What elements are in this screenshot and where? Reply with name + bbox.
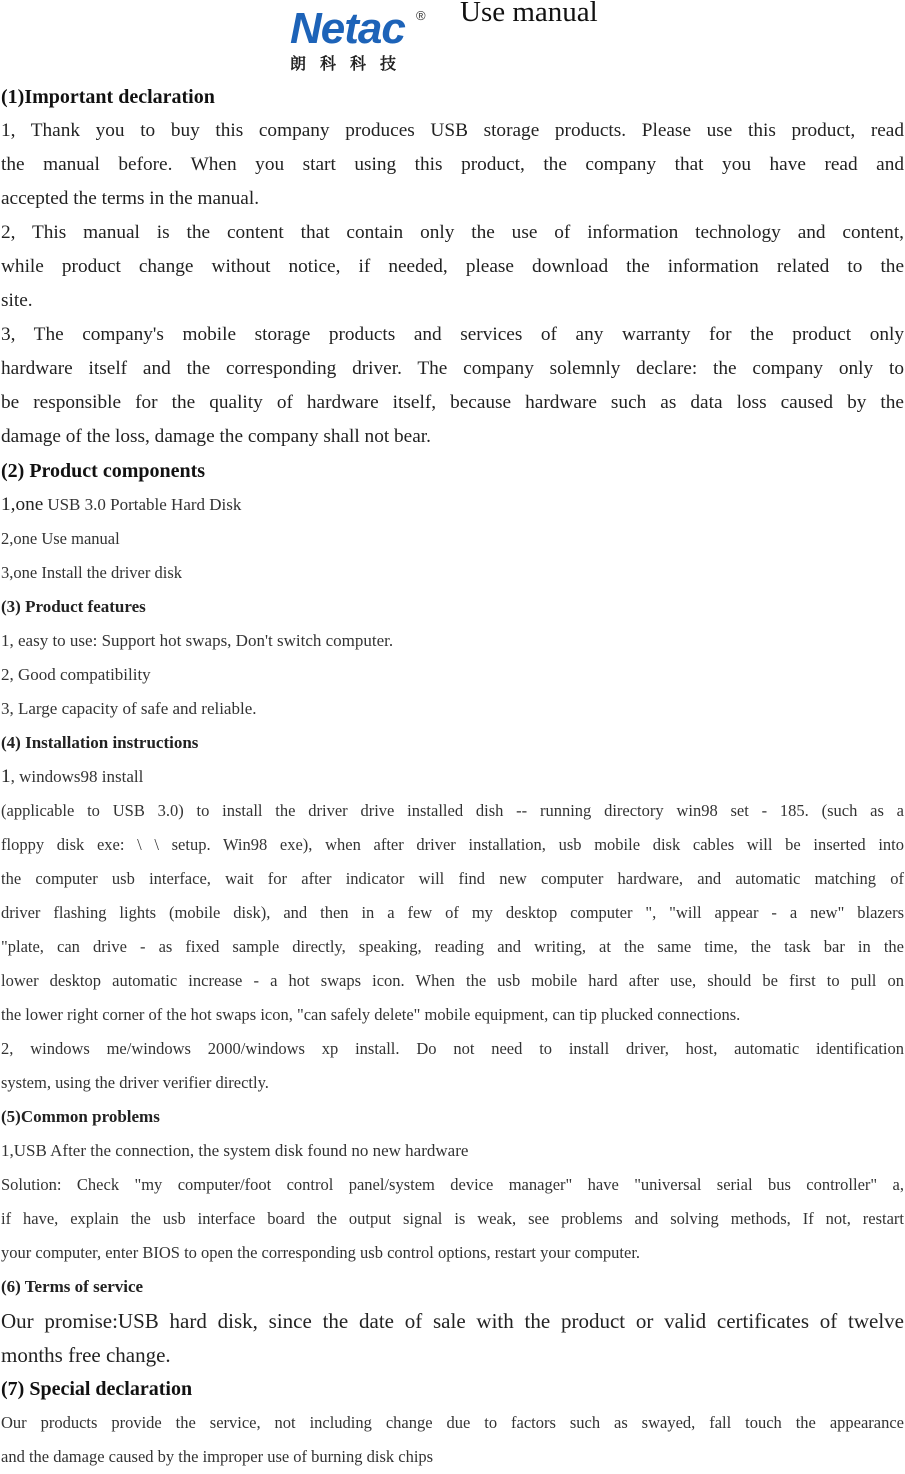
logo-chinese-name: 朗科科技: [290, 54, 411, 73]
paragraph-line: Our products provide the service, not including change due to factors such as swayed, fall touch the appearance: [1, 1413, 904, 1432]
paragraph-line: driver flashing lights (mobile disk), and then in a few of my desktop computer ", "will appear - a new" blazers: [1, 903, 904, 922]
paragraph-line: lower desktop automatic increase - a hot swaps icon. When the usb mobile hard after use, should be first to pull on: [1, 971, 904, 990]
heading-product-components: (2) Product components: [1, 460, 206, 482]
paragraph-line: 2, This manual is the content that contain only the use of information technology and content,: [1, 222, 904, 243]
paragraph-line: hardware itself and the corresponding driver. The company solemnly declare: the company only to: [1, 358, 904, 379]
heading-important-declaration: (1)Important declaration: [1, 86, 215, 108]
list-item: [1, 760, 904, 794]
paragraph-line: 1, Thank you to buy this company produces USB storage products. Please use this product, read: [1, 120, 904, 141]
heading-special-declaration: (7) Special declaration: [1, 1378, 193, 1400]
paragraph-line: floppy disk exe: \ \ setup. Win98 exe), when after driver installation, usb mobile disk cables will be inserted into: [1, 835, 904, 854]
paragraph-line: system, using the driver verifier directly.: [1, 1073, 269, 1092]
list-item: [1, 488, 904, 522]
heading-product-features: (3) Product features: [1, 597, 146, 616]
paragraph-line: Our promise:USB hard disk, since the date of sale with the product or valid certificates of twelve: [1, 1309, 904, 1333]
heading-installation-instructions: (4) Installation instructions: [1, 733, 199, 752]
paragraph-line: months free change.: [1, 1343, 171, 1367]
document-title: Use manual: [460, 0, 598, 28]
list-item-prefix: 1,one: [1, 494, 44, 515]
document-body: [1, 80, 904, 1474]
list-item: 3, Large capacity of safe and reliable.: [1, 699, 257, 718]
paragraph-line: be responsible for the quality of hardware itself, because hardware such as data loss caused by the: [1, 392, 904, 413]
list-item: 1,USB After the connection, the system disk found no new hardware: [1, 1141, 469, 1160]
paragraph-line: "plate, can drive - as fixed sample directly, speaking, reading and writing, at the same time, the task bar in the: [1, 937, 904, 956]
paragraph-line: while product change without notice, if needed, please download the information related to the: [1, 256, 904, 277]
list-item: 3,one Install the driver disk: [1, 563, 183, 582]
paragraph-line: accepted the terms in the manual.: [1, 188, 260, 209]
list-item-text: , windows98 install: [10, 767, 144, 786]
list-item: 1, easy to use: Support hot swaps, Don't switch computer.: [1, 631, 394, 650]
netac-logo: [288, 4, 438, 76]
paragraph-line: site.: [1, 290, 33, 311]
registered-mark: ®: [416, 8, 426, 23]
heading-terms-of-service: (6) Terms of service: [1, 1277, 144, 1296]
document-header: [0, 0, 905, 80]
list-item: 2, Good compatibility: [1, 665, 151, 684]
logo-wordmark: Netac: [290, 4, 405, 53]
list-item-number: 1: [1, 766, 11, 787]
paragraph-line: your computer, enter BIOS to open the corresponding usb control options, restart your computer.: [1, 1243, 641, 1262]
paragraph-line: 3, The company's mobile storage products and services of any warranty for the product only: [1, 324, 904, 345]
paragraph-line: the computer usb interface, wait for after indicator will find new computer hardware, and automatic matching of: [1, 869, 904, 888]
heading-common-problems: (5)Common problems: [1, 1107, 160, 1126]
paragraph-line: (applicable to USB 3.0) to install the driver drive installed dish -- running directory win98 set - 185. (such as a: [1, 801, 904, 820]
paragraph-line: if have, explain the usb interface board the output signal is weak, see problems and solving methods, If not, restart: [1, 1209, 904, 1228]
list-item-text: USB 3.0 Portable Hard Disk: [47, 495, 242, 514]
paragraph-line: the manual before. When you start using this product, the company that you have read and: [1, 154, 904, 175]
paragraph-line: the lower right corner of the hot swaps icon, "can safely delete" mobile equipment, can tip plucked connections.: [1, 1005, 741, 1024]
paragraph-line: and the damage caused by the improper use of burning disk chips: [1, 1447, 434, 1466]
list-item: 2,one Use manual: [1, 529, 120, 548]
paragraph-line: damage of the loss, damage the company shall not bear.: [1, 426, 431, 447]
paragraph-line: 2, windows me/windows 2000/windows xp install. Do not need to install driver, host, automatic identification: [1, 1039, 904, 1058]
paragraph-line: Solution: Check "my computer/foot control panel/system device manager" have "universal serial bus controller" a,: [1, 1175, 904, 1194]
